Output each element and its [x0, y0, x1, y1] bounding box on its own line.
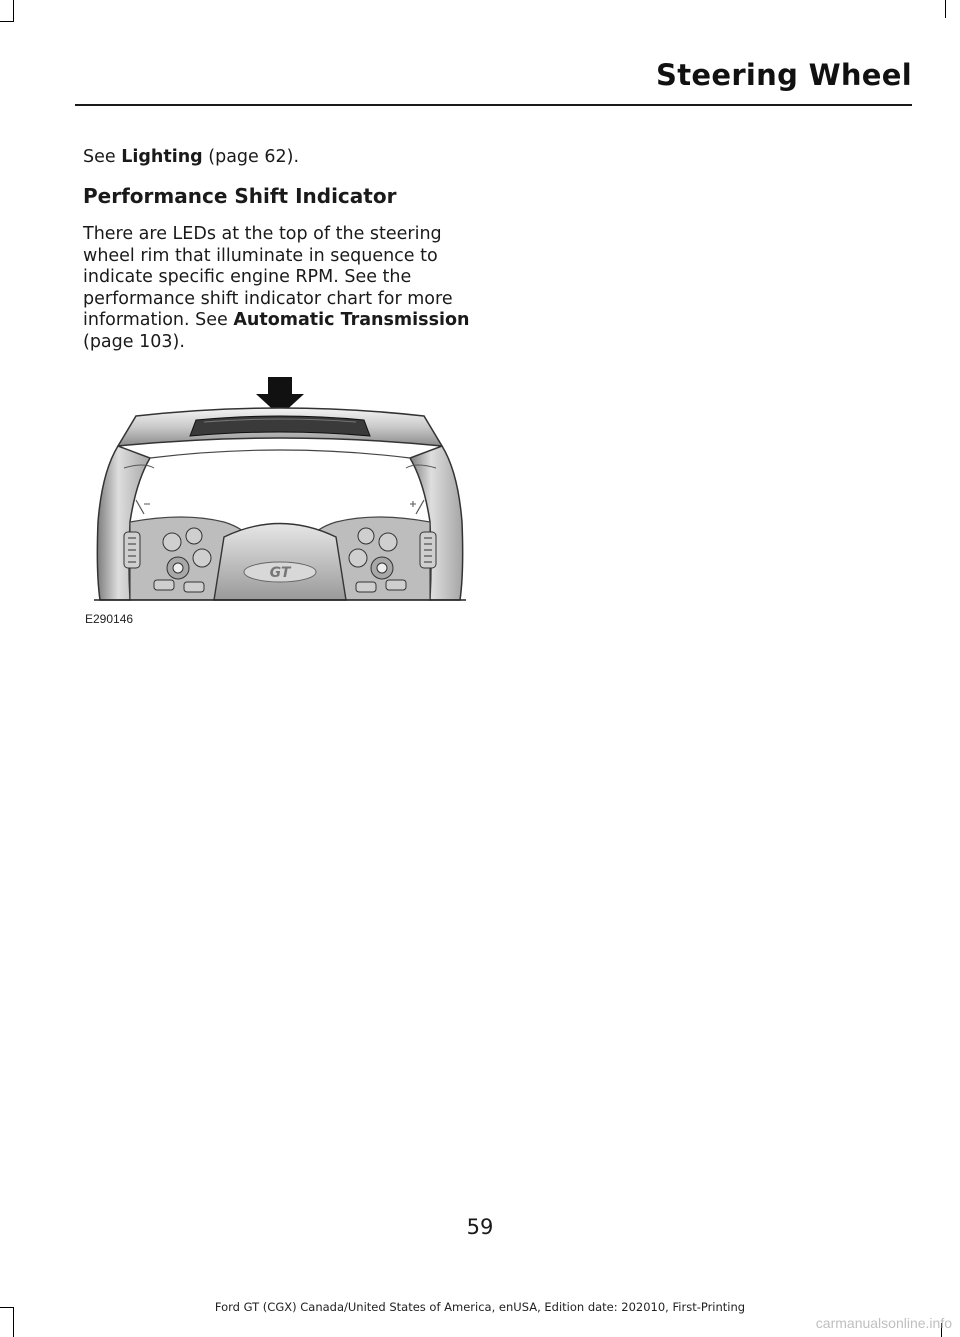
automatic-transmission-link[interactable]: Automatic Transmission: [233, 310, 470, 330]
paragraph-text: (page 62).: [202, 147, 300, 167]
steering-wheel-logo: GT: [269, 565, 291, 581]
paragraph-text: There are LEDs at the top of the steering wheel rim that illuminate in sequence to indicate specific engine RPM. See the performance shift indicator chart for more information. See: [83, 224, 453, 330]
page-number: 59: [466, 1215, 494, 1239]
page-title: Steering Wheel: [656, 58, 912, 92]
crop-mark-top-left: [0, 21, 14, 22]
paragraph-shift-indicator: [83, 224, 483, 353]
section-heading: Performance Shift Indicator: [83, 184, 397, 208]
steering-wheel-illustration: [84, 372, 476, 628]
crop-mark-top-right: [945, 0, 946, 18]
paragraph-text: See: [83, 147, 122, 167]
header-rule: [75, 104, 912, 106]
footer-edition: Ford GT (CGX) Canada/United States of America, enUSA, Edition date: 202010, First-Printing: [214, 1300, 746, 1314]
figure-id: E290146: [85, 612, 134, 626]
paragraph-see-lighting: [83, 147, 483, 169]
paragraph-text: (page 103).: [83, 331, 185, 352]
watermark[interactable]: carmanualsonline.info: [815, 1315, 952, 1331]
lighting-link[interactable]: Lighting: [121, 147, 203, 167]
crop-mark-top-left: [13, 0, 14, 22]
